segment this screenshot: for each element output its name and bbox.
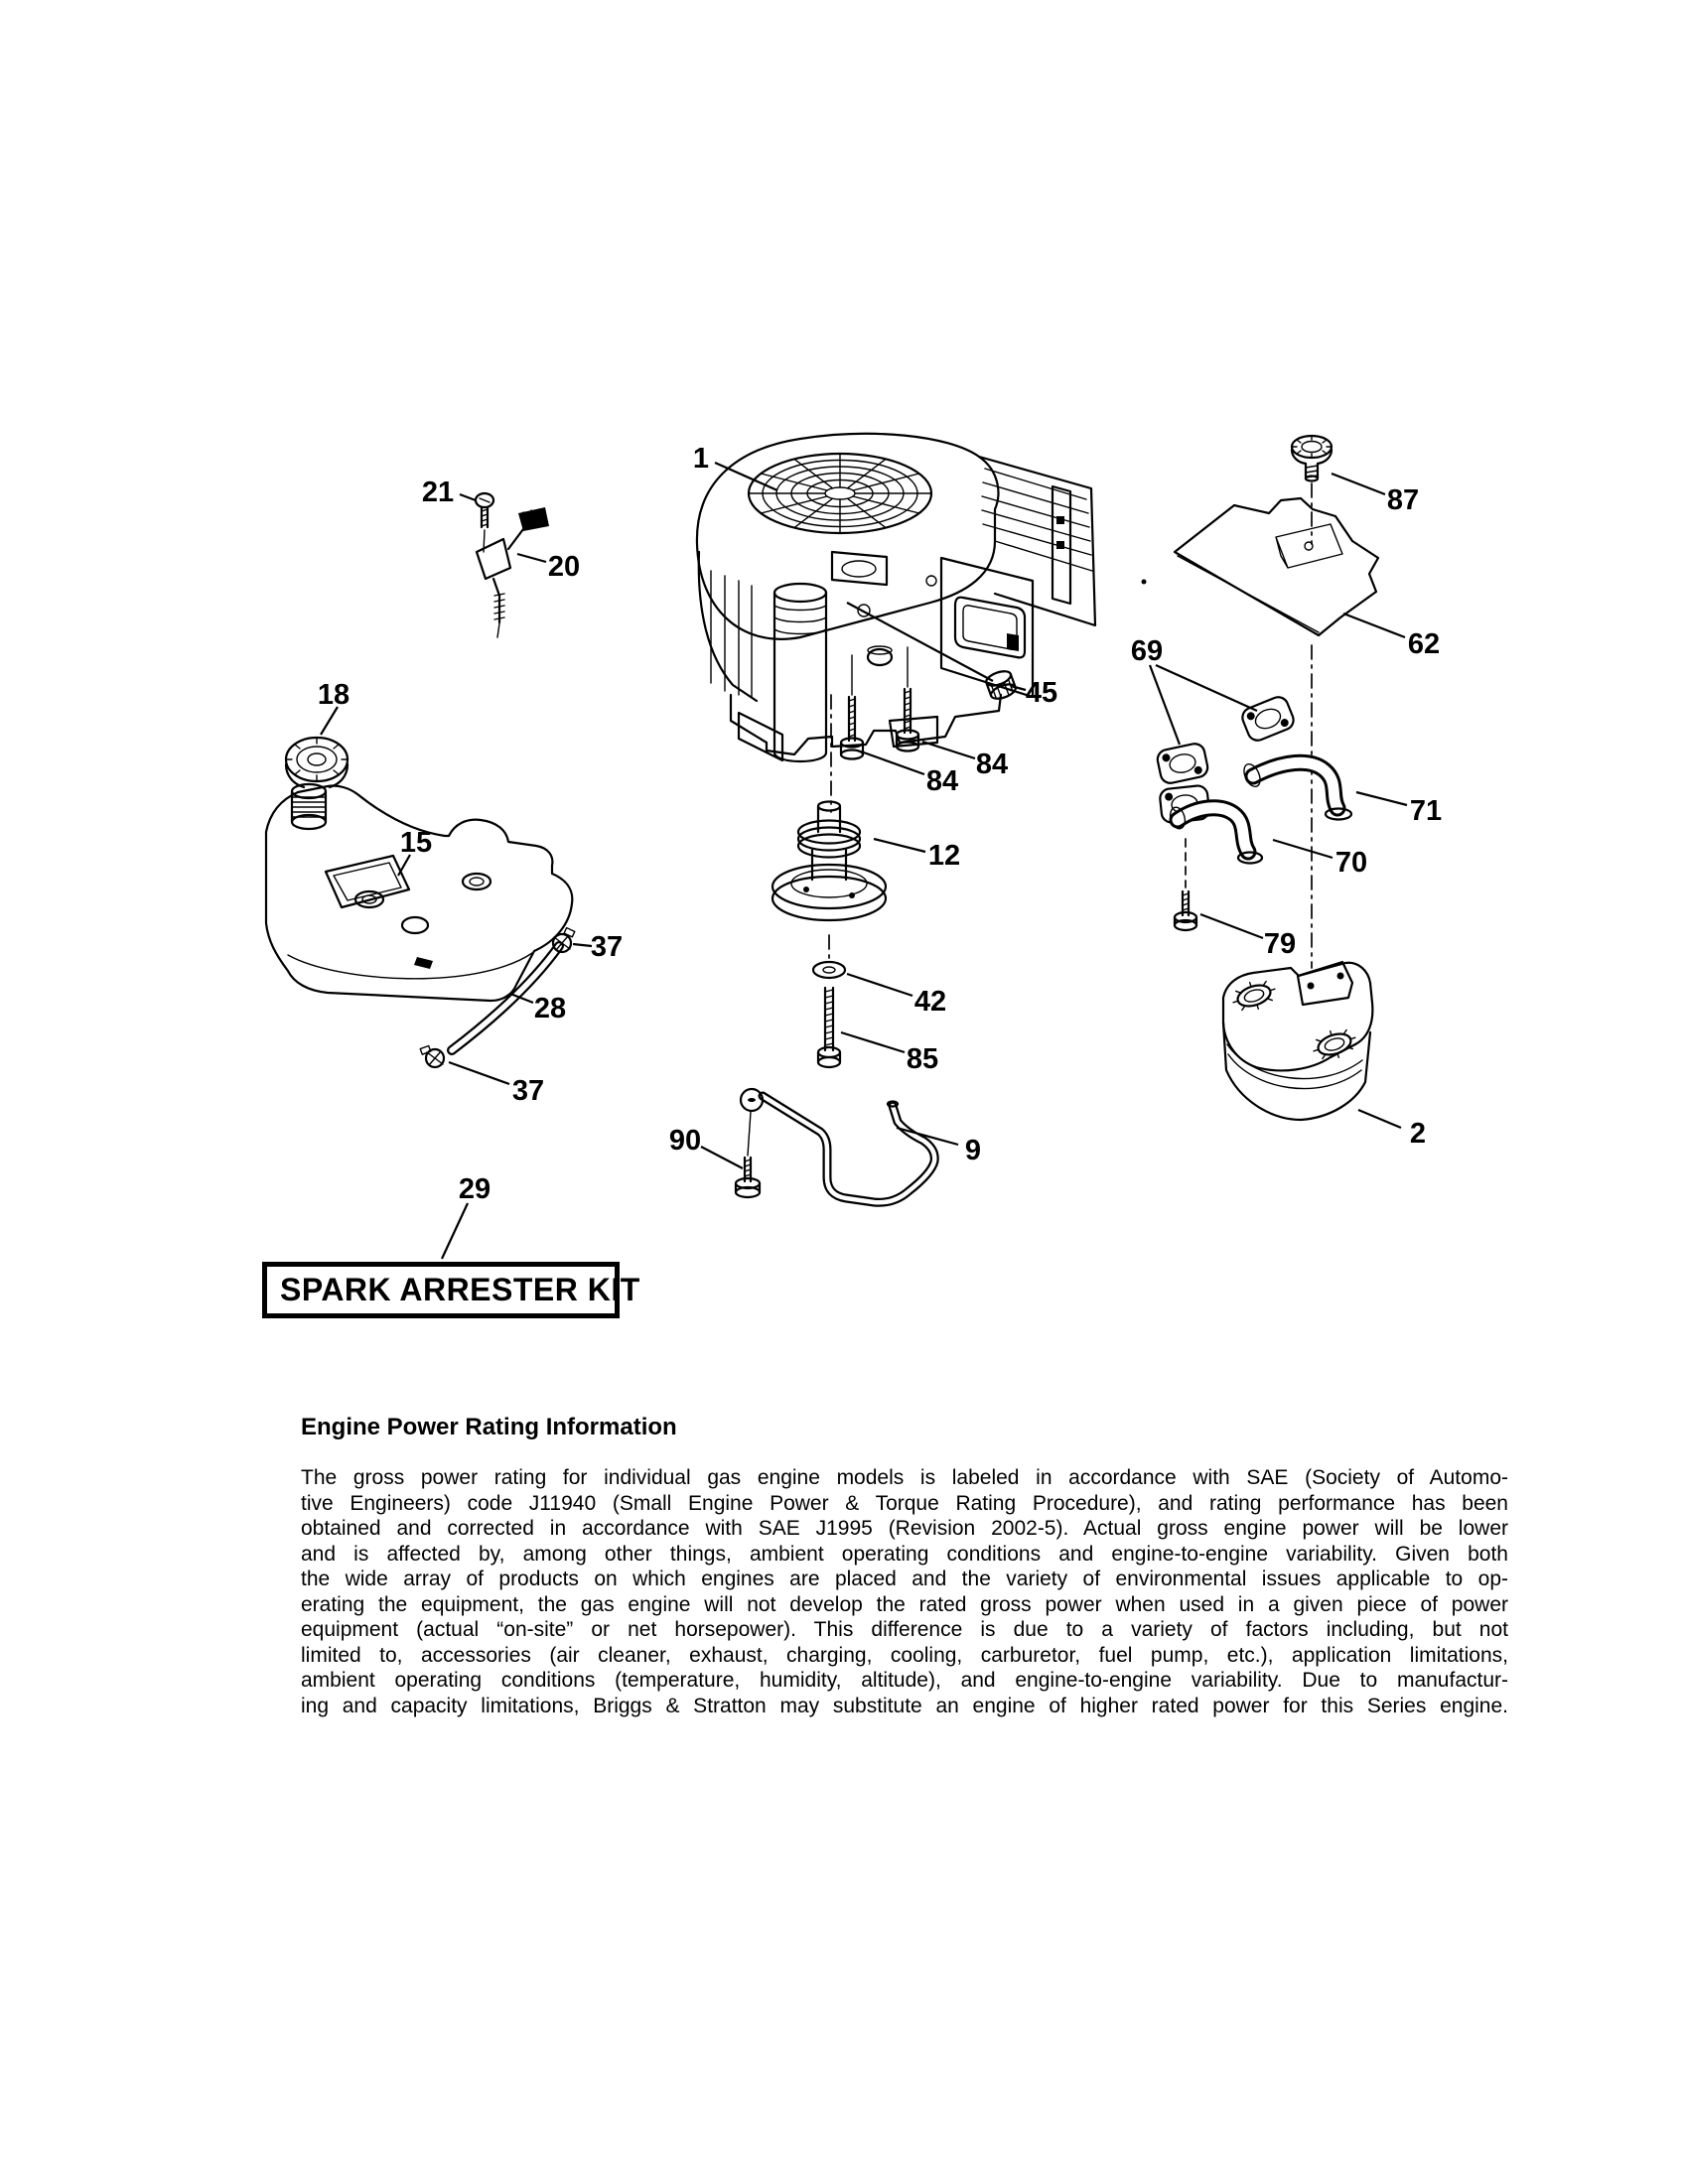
- body-line: The gross power rating for individual gas engine models is labeled in accordance with SAE (Society of Automo-: [301, 1466, 1508, 1489]
- spark-arrester-kit-text: SPARK ARRESTER KIT: [280, 1272, 640, 1307]
- callout-2: 2: [1409, 1118, 1427, 1150]
- callout-leader-21: [460, 494, 476, 500]
- callout-leader-87: [1332, 474, 1385, 494]
- callout-leader-69: [1156, 665, 1257, 711]
- callout-18: 18: [317, 679, 351, 711]
- body-line: ing and capacity limitations, Briggs & Stratton may substitute an engine of higher rated power for this Series engine.: [301, 1694, 1508, 1717]
- shield-bolt-illustration: [1175, 891, 1196, 930]
- body-line: equipment (actual “on-site” or net horsepower). This difference is due to a variety of factors including, but not: [301, 1618, 1508, 1641]
- body-line: tive Engineers) code J11940 (Small Engine Power & Torque Rating Procedure), and rating performance has been: [301, 1491, 1508, 1515]
- callout-29: 29: [458, 1173, 491, 1205]
- bushing-illustration: [984, 668, 1017, 701]
- exhaust-gasket-1-illustration: [1239, 694, 1296, 744]
- callout-87: 87: [1386, 484, 1420, 516]
- body-line: obtained and corrected in accordance with SAE J1995 (Revision 2002-5). Actual gross engine power will be lower: [301, 1517, 1508, 1540]
- body-line: the wide array of products on which engines are placed and the variety of environmental issues applicable to op-: [301, 1568, 1508, 1590]
- engine-power-rating-section: [301, 1414, 1508, 1718]
- fuel-tank-illustration: [266, 785, 572, 1001]
- callout-leader-70: [1273, 840, 1333, 858]
- callout-leader-12: [874, 839, 925, 852]
- wire-guide-illustration: [741, 1089, 934, 1202]
- body-line: erating the equipment, the gas engine will not develop the rated gross power when used in a given piece of power: [301, 1592, 1508, 1616]
- callout-20: 20: [547, 551, 581, 583]
- body-line: limited to, accessories (air cleaner, exhaust, charging, cooling, carburetor, fuel pump, etc.), application limitations,: [301, 1643, 1508, 1667]
- callout-leader-42: [847, 974, 912, 996]
- callout-45: 45: [1025, 677, 1058, 709]
- callout-leader-79: [1200, 914, 1263, 938]
- callout-leader-37: [449, 1062, 509, 1084]
- callout-layer: [318, 443, 1442, 1259]
- callout-71: 71: [1409, 795, 1443, 827]
- callout-leader-85: [841, 1032, 905, 1052]
- knob-screw-illustration: [1292, 436, 1332, 481]
- muffler-illustration: [1223, 962, 1372, 1120]
- callout-leader-29: [442, 1203, 468, 1259]
- callout-62: 62: [1407, 628, 1441, 660]
- callout-15: 15: [399, 827, 433, 859]
- mounting-bolt-84a-illustration: [841, 697, 863, 759]
- callout-leader-1: [715, 463, 777, 490]
- callout-leader-71: [1356, 792, 1407, 805]
- callout-28: 28: [533, 993, 567, 1024]
- exhaust-pipe-upper-illustration: [1241, 761, 1351, 819]
- callout-90: 90: [668, 1125, 702, 1157]
- callout-leader-37: [573, 944, 592, 946]
- spark-arrester-kit-label: [262, 1262, 640, 1318]
- callout-9: 9: [964, 1135, 982, 1166]
- callout-leader-84: [922, 742, 975, 758]
- body-line: ambient operating conditions (temperature, humidity, altitude), and engine-to-engine variability. Due to manufactur-: [301, 1669, 1508, 1692]
- callout-70: 70: [1334, 847, 1368, 879]
- callout-69: 69: [1130, 635, 1164, 667]
- callout-leader-20: [517, 554, 546, 562]
- callout-leader-69: [1150, 665, 1180, 745]
- section-heading: Engine Power Rating Information: [301, 1414, 677, 1440]
- hose-clamp-lower-illustration: [420, 1045, 444, 1067]
- callout-84: 84: [925, 765, 959, 797]
- fuel-cap-illustration: [286, 738, 348, 829]
- callout-85: 85: [906, 1043, 939, 1075]
- callout-79: 79: [1263, 928, 1297, 960]
- callout-21: 21: [421, 477, 455, 508]
- callout-37: 37: [511, 1075, 545, 1107]
- guide-bolt-illustration: [736, 1158, 760, 1197]
- callout-12: 12: [927, 840, 961, 872]
- callout-leader-45: [1011, 686, 1026, 690]
- callout-leader-84: [861, 751, 924, 774]
- engine-illustration: [697, 434, 1147, 761]
- section-body: [301, 1465, 1508, 1718]
- exhaust-pipe-lower-illustration: [1168, 805, 1262, 863]
- body-line: and is affected by, among other things, ambient operating conditions and engine-to-engine variability. Given both: [301, 1542, 1508, 1566]
- callout-leader-2: [1358, 1110, 1401, 1128]
- callout-42: 42: [913, 986, 947, 1018]
- callout-37: 37: [590, 931, 624, 963]
- throttle-screw-illustration: [476, 493, 493, 552]
- engine-pulley-illustration: [772, 802, 886, 921]
- callout-leader-18: [321, 707, 338, 735]
- exhaust-gasket-2-illustration: [1156, 742, 1209, 784]
- pulley-bolt-illustration: [818, 988, 840, 1067]
- callout-leader-62: [1343, 614, 1405, 637]
- callout-leader-90: [701, 1147, 743, 1168]
- washer-illustration: [813, 962, 845, 978]
- callout-1: 1: [692, 443, 710, 475]
- callout-84: 84: [975, 749, 1009, 780]
